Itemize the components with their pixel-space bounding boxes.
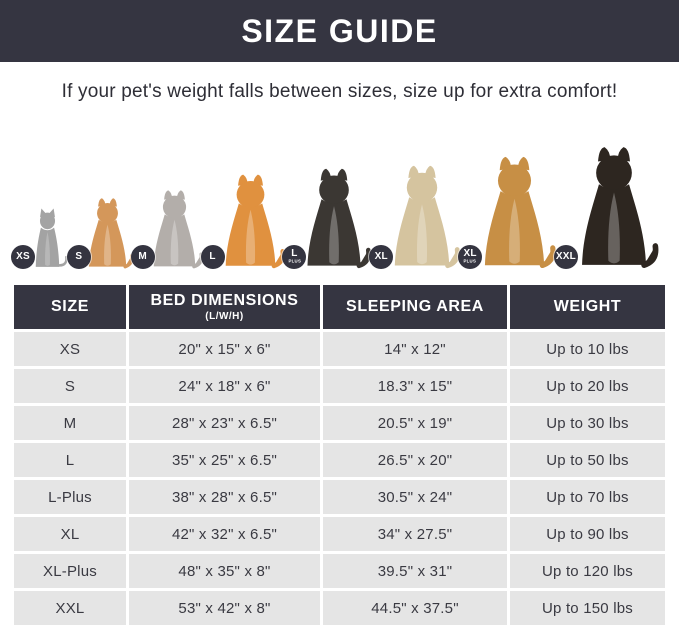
cell-bed-dimensions: 38" x 28" x 6.5" xyxy=(129,480,320,514)
cell-weight: Up to 90 lbs xyxy=(510,517,665,551)
cell-weight: Up to 150 lbs xyxy=(510,591,665,625)
cell-sleeping-area: 14" x 12" xyxy=(323,332,507,366)
cell-sleeping-area: 26.5" x 20" xyxy=(323,443,507,477)
column-header-sleeping-area xyxy=(323,285,507,329)
size-badge-label: L xyxy=(291,247,298,259)
size-badge-sublabel: PLUS xyxy=(463,260,477,265)
column-header-size-label: SIZE xyxy=(51,298,89,315)
title-bar xyxy=(0,0,679,62)
page-title: SIZE GUIDE xyxy=(241,12,438,49)
cell-sleeping-area: 44.5" x 37.5" xyxy=(323,591,507,625)
cell-bed-dimensions: 53" x 42" x 8" xyxy=(129,591,320,625)
column-header-weight xyxy=(510,285,665,329)
size-badge-label: M xyxy=(138,251,147,262)
pet-pomeranian xyxy=(75,197,135,269)
dog-icon xyxy=(382,164,462,269)
cell-size: M xyxy=(14,406,126,440)
size-badge xyxy=(201,245,225,269)
size-badge xyxy=(131,245,155,269)
cell-bed-dimensions: 24" x 18" x 6" xyxy=(129,369,320,403)
pet-golden-retriever xyxy=(463,155,558,269)
cell-weight: Up to 70 lbs xyxy=(510,480,665,514)
pet-french-bulldog xyxy=(138,189,205,269)
size-badge-label: L xyxy=(209,251,216,262)
size-badge xyxy=(554,245,578,269)
cell-weight: Up to 50 lbs xyxy=(510,443,665,477)
size-badge xyxy=(67,245,91,269)
cell-size: S xyxy=(14,369,126,403)
cell-weight: Up to 120 lbs xyxy=(510,554,665,588)
cell-bed-dimensions: 20" x 15" x 6" xyxy=(129,332,320,366)
pet-border-collie xyxy=(288,167,373,269)
size-badge xyxy=(11,245,35,269)
column-header-bed-dimensions xyxy=(129,285,320,329)
cell-sleeping-area: 34" x 27.5" xyxy=(323,517,507,551)
size-badge-sublabel: PLUS xyxy=(288,260,301,265)
cell-sleeping-area: 18.3" x 15" xyxy=(323,369,507,403)
dog-icon xyxy=(567,145,661,269)
cell-bed-dimensions: 35" x 25" x 6.5" xyxy=(129,443,320,477)
pet-labrador xyxy=(374,164,462,269)
column-header-bed-dimensions-sublabel: (L/W/H) xyxy=(205,311,244,322)
dog-icon xyxy=(471,155,558,269)
cell-size: L-Plus xyxy=(14,480,126,514)
pets-row xyxy=(0,109,679,275)
cell-weight: Up to 30 lbs xyxy=(510,406,665,440)
subtitle-text: If your pet's weight falls between sizes, size up for extra comfort! xyxy=(61,81,618,102)
cell-sleeping-area: 20.5" x 19" xyxy=(323,406,507,440)
cell-size: XXL xyxy=(14,591,126,625)
cell-weight: Up to 20 lbs xyxy=(510,369,665,403)
size-badge-label: XL xyxy=(463,247,477,259)
cell-bed-dimensions: 48" x 35" x 8" xyxy=(129,554,320,588)
column-header-sleeping-area-label: SLEEPING AREA xyxy=(346,298,484,315)
size-badge-label: S xyxy=(75,251,83,262)
dog-icon xyxy=(295,167,373,269)
column-header-weight-label: WEIGHT xyxy=(553,298,622,315)
cell-weight: Up to 10 lbs xyxy=(510,332,665,366)
size-badge-label: XS xyxy=(16,251,30,262)
pet-gray-cat xyxy=(16,207,71,269)
size-badge-label: XXL xyxy=(555,251,576,262)
cell-size: XL-Plus xyxy=(14,554,126,588)
cell-bed-dimensions: 42" x 32" x 6.5" xyxy=(129,517,320,551)
column-header-size xyxy=(14,285,126,329)
pet-shiba-inu xyxy=(209,173,287,269)
cell-sleeping-area: 39.5" x 31" xyxy=(323,554,507,588)
cell-size: L xyxy=(14,443,126,477)
cell-size: XS xyxy=(14,332,126,366)
size-table xyxy=(14,285,665,625)
cell-size: XL xyxy=(14,517,126,551)
pet-doberman xyxy=(555,145,661,269)
size-badge xyxy=(458,245,482,269)
column-header-bed-dimensions-label: BED DIMENSIONS xyxy=(150,292,299,309)
cell-sleeping-area: 30.5" x 24" xyxy=(323,480,507,514)
cell-bed-dimensions: 28" x 23" x 6.5" xyxy=(129,406,320,440)
size-badge-label: XL xyxy=(374,251,388,262)
